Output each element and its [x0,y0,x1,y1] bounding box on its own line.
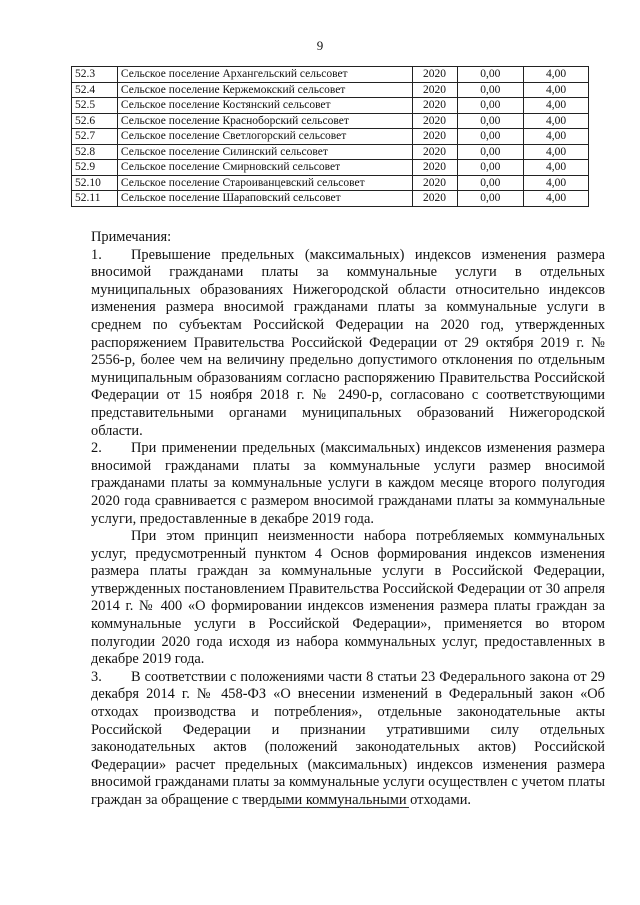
cell-num: 52.7 [72,129,118,145]
end-divider-line [276,807,409,808]
note-3-text: В соответствии с положениями части 8 статьи 23 Федерального закона от 29 декабря 2014 г. № 458-ФЗ «О внесении изменений в Федеральный закон «Об отходах производства и потребления», отдельные законодательные акты Российской Федерации и признании утратившими силу отдельных законодательных актов (положений законодательных актов) Российской Федерации» расчет предельных (максимальных) индексов изменения размера вносимой гражданами платы за коммунальные услуги осуществлен с учетом платы граждан за обращение с твердыми коммунальными отходами. [91,668,605,808]
cell-v2: 4,00 [524,129,589,145]
cell-num: 52.8 [72,144,118,160]
table-row [72,98,589,114]
cell-name: Сельское поселение Красноборский сельсовет [117,113,412,129]
note-1 [91,247,605,441]
table-row [72,191,589,207]
cell-name: Сельское поселение Костянский сельсовет [117,98,412,114]
cell-v1: 0,00 [457,113,524,129]
cell-v2: 4,00 [524,113,589,129]
cell-name: Сельское поселение Силинский сельсовет [117,144,412,160]
cell-v2: 4,00 [524,191,589,207]
cell-v2: 4,00 [524,67,589,83]
cell-v1: 0,00 [457,175,524,191]
cell-v1: 0,00 [457,82,524,98]
note-2 [91,440,605,528]
cell-v2: 4,00 [524,98,589,114]
table-body [72,67,589,207]
note-1-text: Превышение предельных (максимальных) индексов изменения размера вносимой гражданами платы за коммунальные услуги в отдельных муниципальных образованиях Нижегородской области относительно индексов изменения размера вносимой гражданами платы за коммунальные услуги в среднем по субъектам Российской Федерации на 2020 год, утвержденных распоряжением Правительства Российской Федерации от 29 октября 2019 г. № 2556-р, более чем на величину предельно допустимого отклонения по отдельным муниципальным образованиям согласно распоряжению Правительства Российской Федерации от 15 ноября 2018 г. № 2490-р, согласовано с соответствующими представительными органами муниципальных образований Нижегородской области. [91,246,605,439]
cell-year: 2020 [412,82,457,98]
notes-section [91,229,605,810]
note-1-number: 1. [91,246,102,263]
cell-v1: 0,00 [457,67,524,83]
notes-title: Примечания: [91,229,172,245]
cell-v2: 4,00 [524,160,589,176]
cell-year: 2020 [412,144,457,160]
cell-year: 2020 [412,129,457,145]
table-row [72,113,589,129]
note-2-continuation: При этом принцип неизменности набора потребляемых коммунальных услуг, предусмотренный пунктом 4 Основ формирования индексов изменения размера платы граждан за коммунальные услуги в Российской Федерации, утвержденных постановлением Правительства Российской Федерации от 30 апреля 2014 г. № 400 «О формировании индексов изменения размера платы граждан за коммунальные услуги в Российской Федерации», применяется во втором полугодии 2020 года исходя из набора коммунальных услуг, предоставленных в декабре 2019 года. [91,528,605,668]
cell-year: 2020 [412,191,457,207]
cell-v2: 4,00 [524,144,589,160]
table-row [72,160,589,176]
cell-num: 52.4 [72,82,118,98]
cell-num: 52.3 [72,67,118,83]
page-number: 9 [316,38,324,53]
table-row [72,129,589,145]
note-2-number: 2. [91,440,102,457]
table-row [72,175,589,191]
note-2-text: При применении предельных (максимальных) индексов изменения размера вносимой гражданами платы за коммунальные услуги размер вносимой гражданами платы за коммунальные услуги в каждом месяце второго полугодия 2020 года сравнивается с размером вносимой гражданами платы за коммунальные услуги, предоставленные в декабре 2019 года. [91,440,605,527]
cell-v1: 0,00 [457,144,524,160]
cell-year: 2020 [412,98,457,114]
cell-v1: 0,00 [457,160,524,176]
table-row [72,67,589,83]
cell-year: 2020 [412,113,457,129]
cell-num: 52.10 [72,175,118,191]
cell-name: Сельское поселение Смирновский сельсовет [117,160,412,176]
note-3-number: 3. [91,668,102,685]
cell-num: 52.9 [72,160,118,176]
cell-v1: 0,00 [457,191,524,207]
index-table [71,66,589,207]
cell-year: 2020 [412,175,457,191]
note-3 [91,669,605,810]
cell-num: 52.5 [72,98,118,114]
cell-name: Сельское поселение Староиванцевский сельсовет [117,175,412,191]
cell-name: Сельское поселение Шараповский сельсовет [117,191,412,207]
cell-num: 52.6 [72,113,118,129]
cell-name: Сельское поселение Светлогорский сельсовет [117,129,412,145]
table-row [72,82,589,98]
cell-year: 2020 [412,67,457,83]
cell-v2: 4,00 [524,175,589,191]
cell-v1: 0,00 [457,98,524,114]
cell-v1: 0,00 [457,129,524,145]
cell-year: 2020 [412,160,457,176]
cell-num: 52.11 [72,191,118,207]
cell-v2: 4,00 [524,82,589,98]
cell-name: Сельское поселение Архангельский сельсовет [117,67,412,83]
table-row [72,144,589,160]
cell-name: Сельское поселение Кержемокский сельсовет [117,82,412,98]
